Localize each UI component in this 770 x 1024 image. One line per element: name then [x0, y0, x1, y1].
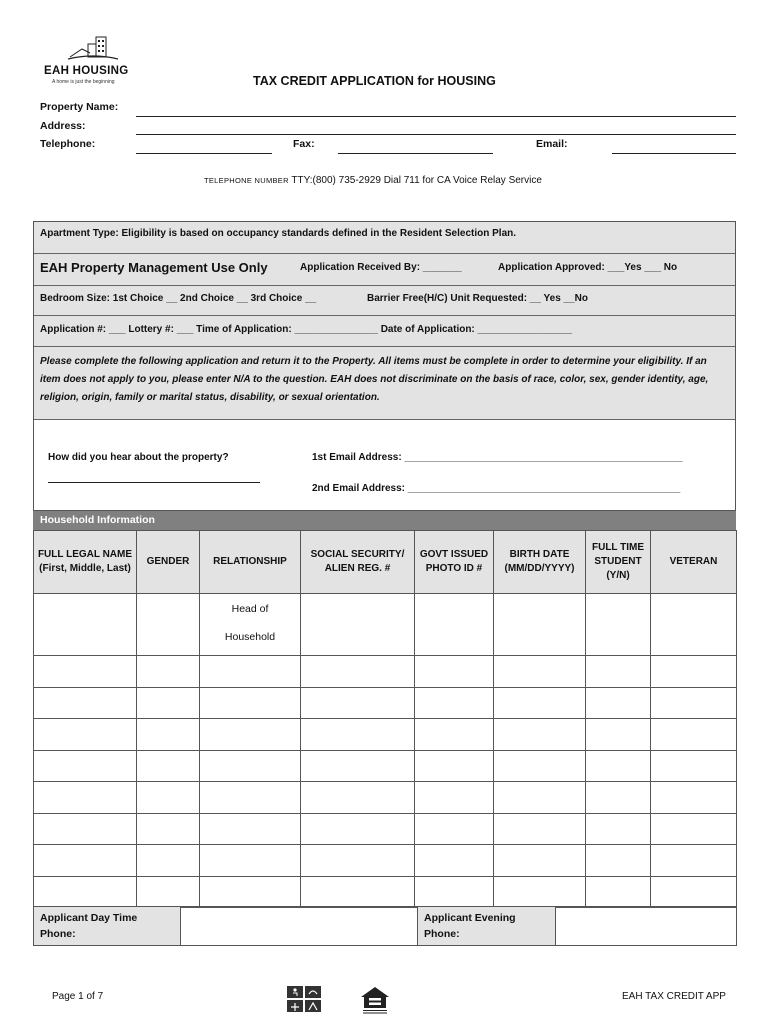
cell[interactable]: [301, 782, 415, 814]
cell[interactable]: [586, 750, 651, 782]
cell[interactable]: [586, 876, 651, 908]
cell[interactable]: [200, 813, 301, 845]
cell[interactable]: [415, 594, 494, 656]
cell[interactable]: [34, 687, 137, 719]
cell[interactable]: [494, 876, 586, 908]
cell[interactable]: [586, 719, 651, 751]
col-birth-date: BIRTH DATE (MM/DD/YYYY): [494, 531, 586, 594]
table-row: [34, 656, 737, 688]
cell[interactable]: [34, 782, 137, 814]
cell[interactable]: [200, 656, 301, 688]
cell[interactable]: [137, 845, 200, 877]
day-phone-label: Applicant Day Time Phone:: [34, 907, 181, 946]
page-number: Page 1 of 7: [52, 991, 104, 1002]
cell[interactable]: [34, 750, 137, 782]
cell[interactable]: [301, 845, 415, 877]
cell[interactable]: [301, 656, 415, 688]
tty-text: TTY:(800) 735-2929 Dial 711 for CA Voice Relay Service: [288, 175, 542, 186]
cell[interactable]: [651, 656, 737, 688]
cell[interactable]: [301, 594, 415, 656]
cell[interactable]: [137, 719, 200, 751]
household-section-title: Household Information: [33, 511, 736, 530]
apartment-type-text: Apartment Type: Eligibility is based on occupancy standards defined in the Resident Selection Plan.: [40, 228, 517, 239]
cell[interactable]: [137, 782, 200, 814]
cell[interactable]: [34, 656, 137, 688]
accessibility-icon: [286, 985, 322, 1013]
bedroom-size[interactable]: Bedroom Size: 1st Choice __ 2nd Choice __ 3rd Choice __: [40, 293, 317, 304]
cell[interactable]: [301, 876, 415, 908]
table-row: [34, 845, 737, 877]
management-title: EAH Property Management Use Only: [40, 260, 268, 275]
cell[interactable]: [137, 813, 200, 845]
email-field[interactable]: [612, 153, 736, 154]
property-name-field[interactable]: [136, 116, 736, 117]
cell[interactable]: [494, 594, 586, 656]
household-table: [33, 530, 737, 908]
col-student: FULL TIME STUDENT (Y/N): [586, 531, 651, 594]
cell[interactable]: [651, 782, 737, 814]
application-number-row: [34, 316, 735, 347]
day-phone-field[interactable]: [181, 907, 418, 946]
head-of-household-cell: [200, 594, 301, 656]
telephone-label: Telephone:: [40, 138, 96, 150]
cell[interactable]: [494, 687, 586, 719]
cell[interactable]: [137, 750, 200, 782]
cell[interactable]: [137, 687, 200, 719]
cell[interactable]: [34, 813, 137, 845]
instructions-row: [34, 347, 735, 420]
head-of-household-line1: Head of: [231, 603, 269, 615]
col-social-security: SOCIAL SECURITY/ ALIEN REG. #: [301, 531, 415, 594]
org-tagline: A home is just the beginning: [52, 79, 115, 85]
cell[interactable]: [494, 782, 586, 814]
cell[interactable]: [301, 813, 415, 845]
cell[interactable]: [200, 845, 301, 877]
hear-about-label: How did you hear about the property?: [48, 452, 229, 463]
col-relationship: RELATIONSHIP: [200, 531, 301, 594]
cell[interactable]: [415, 719, 494, 751]
cell[interactable]: [200, 782, 301, 814]
cell[interactable]: [34, 594, 137, 656]
hear-about-field[interactable]: [48, 482, 260, 483]
office-use-box: [33, 221, 736, 511]
col-gender: GENDER: [137, 531, 200, 594]
cell[interactable]: [651, 687, 737, 719]
cell[interactable]: [415, 813, 494, 845]
equal-housing-opportunity-icon: [360, 986, 390, 1014]
cell[interactable]: [494, 813, 586, 845]
evening-phone-label: Applicant Evening Phone:: [418, 907, 556, 946]
table-row: [34, 750, 737, 782]
cell[interactable]: [651, 845, 737, 877]
building-logo-icon: [68, 35, 118, 63]
cell[interactable]: [494, 845, 586, 877]
cell[interactable]: [415, 845, 494, 877]
email2-field[interactable]: 2nd Email Address: _________________________________________________: [312, 483, 681, 494]
org-name: EAH HOUSING: [44, 65, 129, 77]
cell[interactable]: [301, 750, 415, 782]
bedroom-row: [34, 286, 735, 316]
cell[interactable]: [494, 656, 586, 688]
cell[interactable]: [494, 719, 586, 751]
cell[interactable]: [34, 876, 137, 908]
tty-line: [204, 175, 542, 186]
telephone-field[interactable]: [136, 153, 272, 154]
cell[interactable]: [494, 750, 586, 782]
cell[interactable]: [301, 719, 415, 751]
cell[interactable]: [137, 876, 200, 908]
phone-table: [33, 906, 737, 946]
cell[interactable]: [137, 656, 200, 688]
col-full-legal-name: FULL LEGAL NAME (First, Middle, Last): [34, 531, 137, 594]
property-name-label: Property Name:: [40, 101, 119, 113]
table-row: [34, 719, 737, 751]
cell[interactable]: [651, 876, 737, 908]
cell[interactable]: [586, 813, 651, 845]
cell[interactable]: [200, 719, 301, 751]
cell[interactable]: [651, 750, 737, 782]
cell[interactable]: [651, 813, 737, 845]
application-number-line[interactable]: Application #: ___ Lottery #: ___ Time of Application: _______________ Date of Application: _________________: [40, 324, 573, 335]
cell[interactable]: [586, 656, 651, 688]
cell[interactable]: [651, 719, 737, 751]
email1-field[interactable]: 1st Email Address: __________________________________________________: [312, 452, 683, 463]
instructions-text: Please complete the following application and return it to the Property. All items must be complete in order to determine your eligibility. If an item does not apply to you, please enter N/A to the question. EAH does not discriminate on the basis of race, color, sex, gender identity, age, religion, origin, family or marital status, disability, or sexual orientation.: [40, 356, 709, 403]
cell[interactable]: [415, 687, 494, 719]
barrier-free[interactable]: Barrier Free(H/C) Unit Requested: __ Yes __No: [367, 293, 589, 304]
table-row: [34, 687, 737, 719]
cell[interactable]: [200, 687, 301, 719]
cell[interactable]: [415, 750, 494, 782]
cell[interactable]: [586, 594, 651, 656]
cell[interactable]: [34, 719, 137, 751]
cell[interactable]: [586, 782, 651, 814]
household-header-row: [34, 531, 737, 594]
fax-label: Fax:: [293, 138, 315, 150]
col-photo-id: GOVT ISSUED PHOTO ID #: [415, 531, 494, 594]
address-field[interactable]: [136, 134, 736, 135]
document-title: TAX CREDIT APPLICATION for HOUSING: [253, 74, 496, 88]
cell[interactable]: [415, 782, 494, 814]
cell[interactable]: [200, 876, 301, 908]
cell[interactable]: [651, 594, 737, 656]
management-row: [34, 254, 735, 286]
table-row: [34, 813, 737, 845]
email-label: Email:: [536, 138, 568, 150]
tty-label: TELEPHONE NUMBER: [204, 176, 289, 185]
cell[interactable]: [301, 687, 415, 719]
application-approved[interactable]: Application Approved: ___Yes ___ No: [498, 262, 678, 273]
cell[interactable]: [137, 594, 200, 656]
cell[interactable]: [34, 845, 137, 877]
table-row: [34, 594, 737, 656]
received-by[interactable]: Application Received By: _______: [300, 262, 462, 273]
head-of-household-line2: Household: [224, 631, 276, 643]
cell[interactable]: [586, 687, 651, 719]
document-code: EAH TAX CREDIT APP: [622, 991, 726, 1002]
address-label: Address:: [40, 120, 86, 132]
col-veteran: VETERAN: [651, 531, 737, 594]
eah-logo: [38, 30, 148, 90]
cell[interactable]: [586, 845, 651, 877]
table-row: [34, 876, 737, 908]
fax-field[interactable]: [338, 153, 493, 154]
evening-phone-field[interactable]: [556, 907, 737, 946]
cell[interactable]: [415, 656, 494, 688]
cell[interactable]: [415, 876, 494, 908]
apartment-type-row: [34, 222, 735, 254]
cell[interactable]: [200, 750, 301, 782]
table-row: [34, 782, 737, 814]
